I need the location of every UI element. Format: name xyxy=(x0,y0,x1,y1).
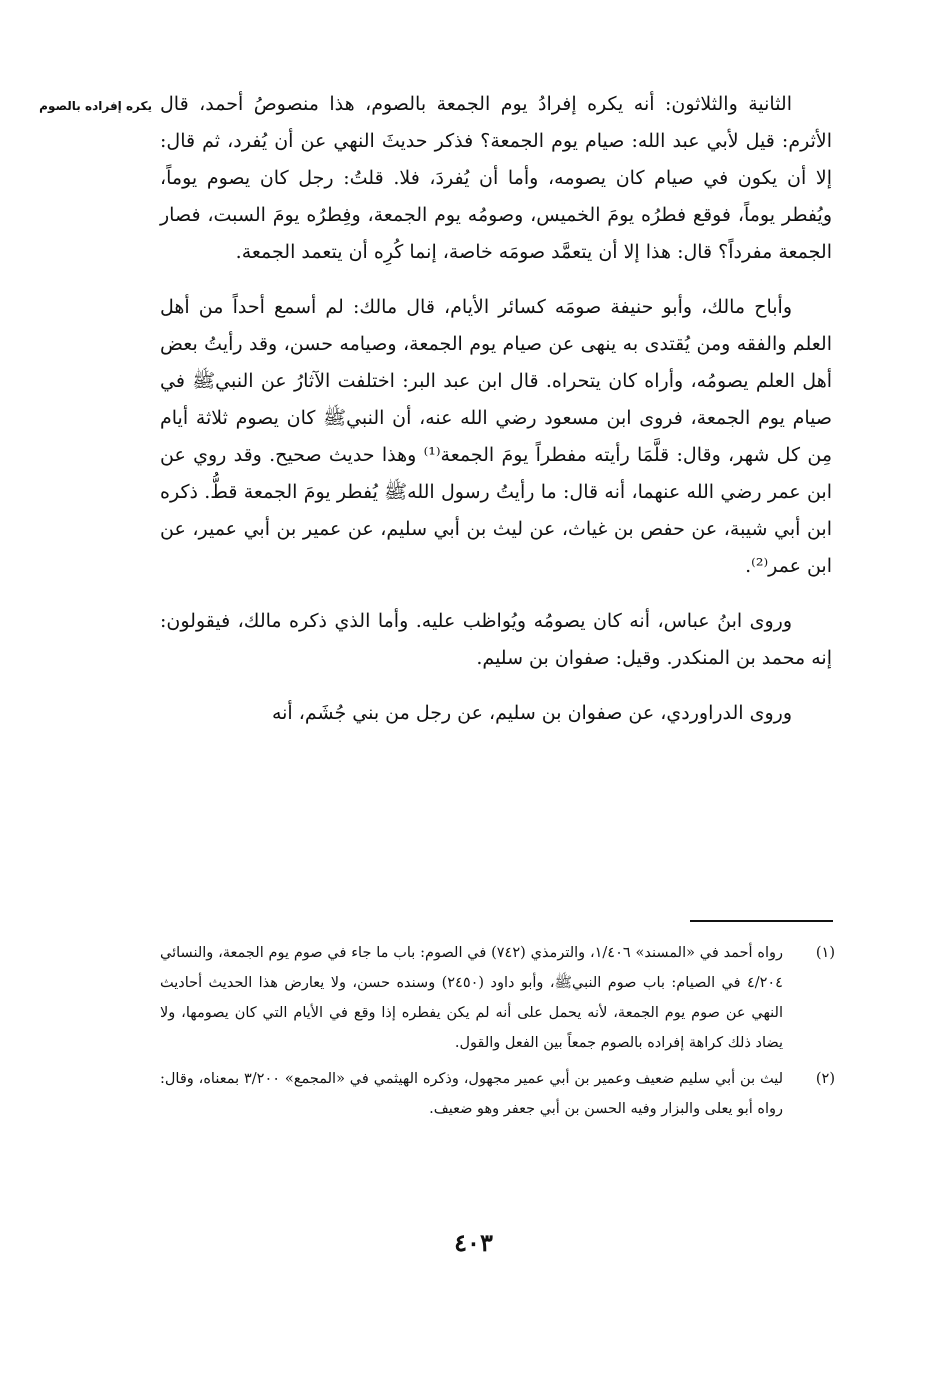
margin-note: يكره إفراده بالصوم xyxy=(39,99,152,113)
footnote-separator xyxy=(690,920,833,922)
paragraph: الثانية والثلاثون: أنه يكره إفرادُ يوم الجمعة بالصوم، هذا منصوصُ أحمد، قال الأثرم: قيل لأبي عبد الله: صيام يوم الجمعة؟ فذكر حديثَ النهي عن أن يُفرد، ثم قال: إلا أن يكون في صيام كان يصومه، وأما أن يُفردَ، فلا. قلتُ: رجل كان يصوم يوماً، ويُفطر يوماً، فوقع فطرُه يومَ الخميس، وصومُه يوم الجمعة، وفِطرُه يومَ السبت، فصار الجمعة مفرداً؟ قال: هذا إلا أن يتعمَّد صومَه خاصة، إنما كُرِه أن يتعمد الجمعة. xyxy=(160,93,832,263)
page-number: ٤٠٣ xyxy=(454,1228,493,1257)
footnote-number: (٢) xyxy=(815,1071,835,1087)
paragraph: وأباح مالك، وأبو حنيفة صومَه كسائر الأيام، قال مالك: لم أسمع أحداً من أهل العلم والفقه ومن يُقتدى به ينهى عن صيام يوم الجمعة، وصيامه حسن، وقد رأيتُ بعض أهل العلم يصومُه، وأراه كان يتحراه. قال ابن عبد البر: اختلفت الآثارُ عن النبيﷺ في صيام يوم الجمعة، فروى ابن مسعود رضي الله عنه، أن النبيﷺ كان يصوم ثلاثة أيام مِن كل شهر، وقال: قلَّمَا رأيته مفطراً يومَ الجمعة⁽¹⁾ وهذا حديث صحيح. وقد روي عن ابن عمر رضي الله عنهما، أنه قال: ما رأيتُ رسول اللهﷺ يُفطر يومَ الجمعة قطُّ. ذكره ابن أبي شيبة، عن حفص بن غياث، عن ليث بن أبي سليم، عن عمير بن أبي عمير، عن ابن عمر⁽²⁾. xyxy=(160,296,833,577)
footnotes xyxy=(160,938,835,1130)
footnote xyxy=(160,938,835,1058)
footnote-text: رواه أحمد في «المسند» ١/٤٠٦، والترمذي (٧٤٢) في الصوم: باب ما جاء في صوم يوم الجمعة، والنسائي ٤/٢٠٤ في الصيام: باب صوم النبيﷺ، وأبو داود (٢٤٥٠) وسنده حسن، ولا يعارض هذا الحديث أحاديث النهي عن صوم يوم الجمعة، لأنه يحمل على أنه لم يكن يفطره إذا وقع في الأيام التي كان يصومها، ولا يضاد ذلك كراهة إفراده بالصوم جمعاً بين الفعل والقول. xyxy=(160,945,783,1051)
footnote-text: ليث بن أبي سليم ضعيف وعمير بن أبي عمير مجهول، وذكره الهيثمي في «المجمع» ٣/٢٠٠ بمعناه، وقال: رواه أبو يعلى والبزار وفيه الحسن بن أبي جعفر وهو ضعيف. xyxy=(160,1071,784,1117)
paragraph: وروى ابنُ عباس، أنه كان يصومُه ويُواظب عليه. وأما الذي ذكره مالك، فيقولون: إنه محمد بن المنكدر. وقيل: صفوان بن سليم. xyxy=(160,610,832,669)
footnote-number: (١) xyxy=(815,945,835,961)
paragraph: وروى الدراوردي، عن صفوان بن سليم، عن رجل من بني جُشَم، أنه xyxy=(271,702,792,724)
footnote xyxy=(160,1064,835,1124)
main-text xyxy=(160,86,832,750)
